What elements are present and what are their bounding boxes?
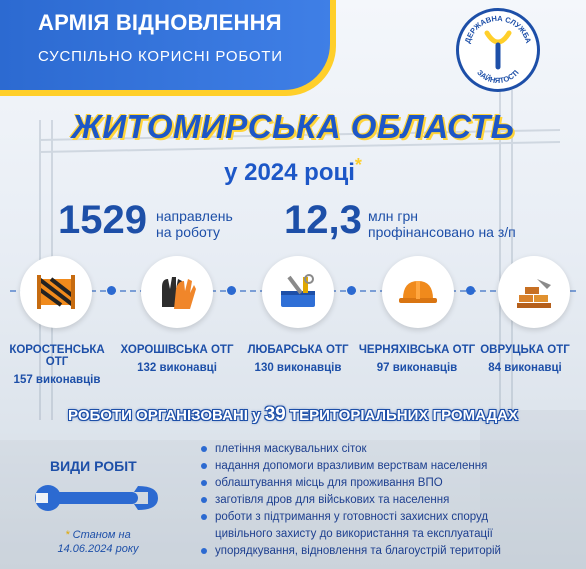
employment-service-logo	[456, 8, 540, 92]
community-icon-2	[141, 256, 213, 328]
organized-banner	[0, 404, 586, 426]
community-count: 130 виконавців	[254, 362, 342, 374]
community-ovruch	[466, 344, 584, 374]
list-item-continuation: цивільного захисту до використання та експлуатації	[215, 528, 493, 540]
community-khoroshiv	[118, 344, 236, 374]
organized-prefix: РОБОТИ ОРГАНІЗОВАНІ у	[68, 407, 261, 424]
bricks-icon	[511, 269, 557, 315]
list-item: упорядкування, відновлення та благоустрій територій	[197, 543, 583, 559]
community-icon-4	[382, 256, 454, 328]
logo-text-bottom: ЗАЙНЯТОСТІ	[475, 68, 521, 86]
community-liubar	[239, 344, 357, 374]
row-dot	[107, 286, 116, 295]
referrals-label-line2: на роботу	[156, 224, 221, 240]
header-title: АРМІЯ ВІДНОВЛЕННЯ	[38, 10, 282, 35]
community-icon-1	[20, 256, 92, 328]
community-name: ЧЕРНЯХІВСЬКА ОТГ	[358, 344, 476, 356]
list-item: облаштування місць для проживання ВПО	[197, 475, 583, 491]
referrals-label-line1: направлень	[156, 208, 233, 224]
year-title	[0, 155, 586, 187]
header-subtitle: СУСПІЛЬНО КОРИСНІ РОБОТИ	[38, 48, 283, 65]
community-count: 84 виконавці	[488, 362, 562, 374]
referrals-label	[156, 208, 233, 240]
community-name: ЛЮБАРСЬКА ОТГ	[247, 344, 349, 356]
community-icon-3	[262, 256, 334, 328]
toolbox-icon	[275, 269, 321, 315]
funding-amount: 12,3	[284, 198, 362, 242]
year-text: у 2024 році	[224, 159, 355, 186]
date-note-line1: Станом на	[72, 529, 131, 541]
funding-label-line1: млн грн	[368, 208, 419, 224]
logo-text-top: ДЕРЖАВНА СЛУЖБА	[462, 13, 534, 45]
community-korosten	[0, 344, 116, 386]
community-cherniakhiv	[358, 344, 476, 374]
organized-suffix: ТЕРИТОРІАЛЬНИХ ГРОМАДАХ	[289, 407, 518, 424]
funding-label-line2: профінансовано на з/п	[368, 224, 516, 240]
date-note-line2: 14.06.2024 року	[57, 543, 139, 555]
region-title: ЖИТОМИРСЬКА ОБЛАСТЬ	[71, 108, 515, 145]
work-types-list	[197, 441, 583, 560]
community-name: ОВРУЦЬКА ОТГ	[480, 344, 570, 356]
list-item: плетіння маскувальних сіток	[197, 441, 583, 457]
svg-text:ЗАЙНЯТОСТІ	[475, 68, 520, 85]
work-types-label: ВИДИ РОБІТ	[50, 458, 137, 474]
organized-number: 39	[264, 404, 286, 425]
barrier-icon	[33, 269, 79, 315]
list-item: надання допомоги вразливим верствам населення	[197, 458, 583, 474]
community-count: 157 виконавців	[13, 374, 101, 386]
community-count: 97 виконавців	[376, 362, 458, 374]
year-footnote-mark: *	[354, 155, 362, 175]
gloves-icon	[154, 269, 200, 315]
date-note	[28, 528, 168, 556]
row-dot	[347, 286, 356, 295]
logo-emblem-icon	[459, 11, 537, 89]
hard-hat-icon	[395, 269, 441, 315]
community-count: 132 виконавці	[137, 362, 217, 374]
referrals-count: 1529	[58, 198, 147, 242]
wrench-icon	[34, 478, 164, 518]
row-dot	[466, 286, 475, 295]
community-name: КОРОСТЕНСЬКА ОТГ	[9, 344, 105, 368]
community-icon-5	[498, 256, 570, 328]
funding-label	[368, 208, 516, 240]
date-footnote-mark: *	[65, 529, 70, 541]
row-dot	[227, 286, 236, 295]
community-name: ХОРОШІВСЬКА ОТГ	[120, 344, 234, 356]
list-item: заготівля дров для військових та населення	[197, 492, 583, 508]
list-item: роботи з підтримання у готовності захисних споруд	[197, 509, 583, 525]
